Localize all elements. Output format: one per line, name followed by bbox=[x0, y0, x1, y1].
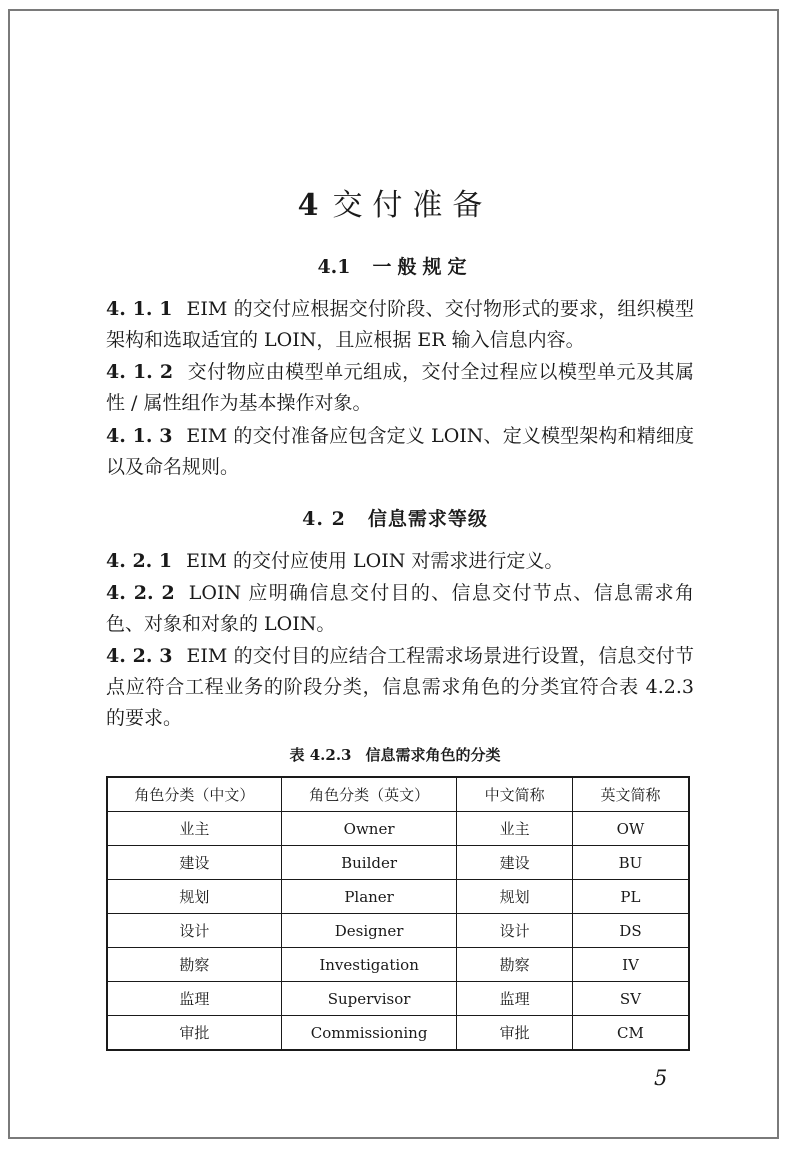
cell-role-en: Designer bbox=[281, 914, 457, 948]
cell-abbr-en: BU bbox=[572, 846, 689, 880]
page-number: 5 bbox=[654, 1066, 668, 1090]
clause-4-2-2 bbox=[106, 578, 694, 640]
clause-number: 4. 2. 1 bbox=[106, 550, 173, 572]
cell-role-cn: 设计 bbox=[107, 914, 281, 948]
header-role-cn: 角色分类（中文） bbox=[107, 777, 281, 812]
cell-role-en: Owner bbox=[281, 812, 457, 846]
header-role-en: 角色分类（英文） bbox=[281, 777, 457, 812]
table-row bbox=[107, 846, 689, 880]
clause-text: 交付物应由模型单元组成，交付全过程应以模型单元及其属性 / 属性组作为基本操作对象。 bbox=[106, 361, 694, 414]
table-title: 信息需求角色的分类 bbox=[365, 746, 501, 764]
clause-text: LOIN 应明确信息交付目的、信息交付节点、信息需求角色、对象和对象的 LOIN。 bbox=[106, 582, 694, 635]
cell-role-en: Builder bbox=[281, 846, 457, 880]
cell-abbr-cn: 勘察 bbox=[457, 948, 572, 982]
header-abbr-en: 英文简称 bbox=[572, 777, 689, 812]
clause-4-2-1 bbox=[106, 546, 694, 577]
clause-text: EIM 的交付目的应结合工程需求场景进行设置，信息交付节点应符合工程业务的阶段分类，信息需求角色的分类宜符合表 4.2.3 的要求。 bbox=[106, 645, 695, 729]
cell-abbr-cn: 审批 bbox=[457, 1016, 572, 1051]
cell-role-cn: 业主 bbox=[107, 812, 281, 846]
chapter-title-text: 交付准备 bbox=[332, 188, 493, 223]
clause-number: 4. 2. 3 bbox=[106, 645, 173, 667]
cell-role-cn: 规划 bbox=[107, 880, 281, 914]
table-row bbox=[107, 914, 689, 948]
clause-4-1-1 bbox=[106, 294, 694, 356]
table-number: 表 4.2.3 bbox=[289, 746, 352, 764]
cell-abbr-cn: 规划 bbox=[457, 880, 572, 914]
table-row bbox=[107, 1016, 689, 1051]
section-title-text: 一般规定 bbox=[372, 256, 473, 278]
clause-number: 4. 2. 2 bbox=[106, 582, 175, 604]
clause-text: EIM 的交付应根据交付阶段、交付物形式的要求，组织模型架构和选取适宜的 LOIN，且应根据 ER 输入信息内容。 bbox=[106, 298, 695, 351]
clause-4-1-3 bbox=[106, 421, 694, 483]
cell-role-en: Commissioning bbox=[281, 1016, 457, 1051]
clause-4-2-3 bbox=[106, 641, 694, 734]
section-number: 4. 2 bbox=[302, 508, 346, 530]
table-row bbox=[107, 982, 689, 1016]
cell-role-cn: 勘察 bbox=[107, 948, 281, 982]
clause-4-1-2 bbox=[106, 357, 694, 419]
section-title-text: 信息需求等级 bbox=[367, 508, 488, 530]
cell-abbr-cn: 监理 bbox=[457, 982, 572, 1016]
table-row bbox=[107, 812, 689, 846]
chapter-title bbox=[0, 180, 790, 224]
clause-text: EIM 的交付应使用 LOIN 对需求进行定义。 bbox=[186, 550, 564, 572]
table-row bbox=[107, 948, 689, 982]
table-header-row bbox=[107, 777, 689, 812]
table-caption bbox=[0, 744, 790, 765]
cell-abbr-cn: 业主 bbox=[457, 812, 572, 846]
cell-role-cn: 审批 bbox=[107, 1016, 281, 1051]
cell-role-cn: 建设 bbox=[107, 846, 281, 880]
header-abbr-cn: 中文简称 bbox=[457, 777, 572, 812]
section-title-4-1 bbox=[0, 252, 790, 279]
cell-abbr-en: SV bbox=[572, 982, 689, 1016]
cell-abbr-en: CM bbox=[572, 1016, 689, 1051]
cell-abbr-cn: 建设 bbox=[457, 846, 572, 880]
cell-role-cn: 监理 bbox=[107, 982, 281, 1016]
cell-abbr-en: PL bbox=[572, 880, 689, 914]
cell-abbr-cn: 设计 bbox=[457, 914, 572, 948]
chapter-number: 4 bbox=[297, 188, 319, 223]
cell-role-en: Investigation bbox=[281, 948, 457, 982]
section-number: 4.1 bbox=[317, 256, 351, 278]
table-row bbox=[107, 880, 689, 914]
cell-role-en: Planer bbox=[281, 880, 457, 914]
cell-role-en: Supervisor bbox=[281, 982, 457, 1016]
clause-text: EIM 的交付准备应包含定义 LOIN、定义模型架构和精细度以及命名规则。 bbox=[106, 425, 695, 478]
cell-abbr-en: DS bbox=[572, 914, 689, 948]
cell-abbr-en: OW bbox=[572, 812, 689, 846]
clause-number: 4. 1. 1 bbox=[106, 298, 173, 320]
cell-abbr-en: IV bbox=[572, 948, 689, 982]
clause-number: 4. 1. 3 bbox=[106, 425, 173, 447]
section-title-4-2 bbox=[0, 504, 790, 531]
role-classification-table bbox=[106, 776, 690, 1051]
clause-number: 4. 1. 2 bbox=[106, 361, 174, 383]
